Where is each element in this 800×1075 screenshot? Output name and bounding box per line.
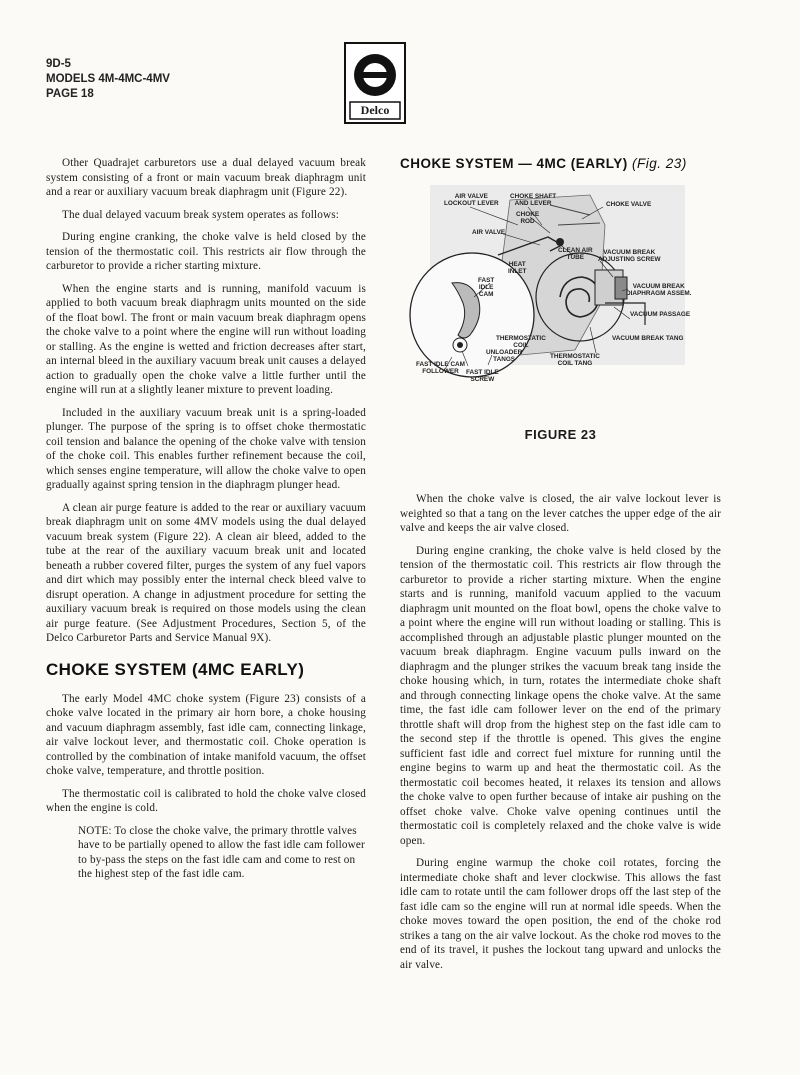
paragraph: During engine cranking, the choke valve is held closed by the tension of the thermostatic coil. This restricts air flow through the carburetor to provide a richer starting mixture. [46,231,366,272]
figure-title-text: CHOKE SYSTEM — 4MC (EARLY) [400,156,628,171]
right-column [400,156,721,980]
delco-logo [344,42,406,124]
paragraph: During engine warmup the choke coil rotates, forcing the intermediate choke shaft and lever clockwise. This allows the fast idle cam to rotate until the cam follower drops off the last step of the fast idle cam so the engine will run at normal idle speeds. When the choke moves toward the open position, the end of the choke rod strikes a tang on the air valve lockout. As the choke rod moves to the end of its travel, it pushes the lockout tang upward and unlocks the air valve. [400,857,721,971]
paragraph: The dual delayed vacuum break system operates as follows: [62,208,339,221]
label-unloader-tangs: UNLOADER TANGS [486,349,523,364]
diagram-drawing [400,185,721,415]
label-air-valve: AIR VALVE [472,229,506,236]
figure-caption: FIGURE 23 [524,427,597,442]
page-number: PAGE 18 [46,88,94,100]
paragraph: Included in the auxiliary vacuum break unit is a spring-loaded plunger. The purpose of the spring is to offset choke thermostatic coil tension and balance the opening of the choke valve with tension of the choke coil. This enables further refinement because the coil, which senses engine temperature, will allow the choke valve to open gradually against spring tension in the diaphragm plunger head. [46,406,366,491]
paragraph: Other Quadrajet carburetors use a dual delayed vacuum break system consisting of a front or main vacuum break diaphragm unit and a rear or auxiliary vacuum break diaphragm unit (Figure 22). [46,157,366,198]
label-vacuum-break-adjusting-screw: VACUUM BREAK ADJUSTING SCREW [598,249,661,264]
paragraph: When the choke valve is closed, the air valve lockout lever is weighted so that a tang on the lever catches the upper edge of the air valve and keeps the air valve closed. [400,493,721,534]
label-thermostatic-coil: THERMOSTATIC COIL [496,335,546,350]
label-choke-valve: CHOKE VALVE [606,201,652,208]
figure-title [400,156,721,171]
label-vacuum-passage: VACUUM PASSAGE [630,311,691,318]
label-vacuum-break-diaphragm-assem: VACUUM BREAK DIAPHRAGM ASSEM. [626,283,692,298]
delco-logo-text: Delco [360,103,390,117]
label-fast-idle-cam-follower: FAST IDLE CAM FOLLOWER [416,361,465,376]
paragraph: A clean air purge feature is added to the rear or auxiliary vacuum break diaphragm unit on some 4MV models using the dual delayed vacuum break system (Figure 22). A clean air bleed, added to the tube at the rear of the auxiliary vacuum break unit and located beneath a rubber covered filter, purges the system of any fuel vapors and dirt which may possibly enter the internal check bleed valve to disrupt operation. A change in adjustment procedure for setting the auxiliary vacuum break is required on those models using the clean air purge feature. (See Adjustment Procedures, Section 5, of the Delco Carburetor Parts and Service Manual 9X). [46,501,366,644]
page-header [46,57,170,102]
label-choke-shaft-and-lever: CHOKE SHAFT AND LEVER [510,193,557,208]
label-vacuum-break-tang: VACUUM BREAK TANG [612,335,684,342]
label-fast-idle-cam: FAST IDLE CAM [478,277,495,299]
paragraph: When the engine starts and is running, manifold vacuum is applied to both vacuum break diaphragm units mounted on the side of the float bowl. The front or main vacuum break diaphragm opens the choke valve to a point where the engine will run without loading or stalling. As the engine is wetted and friction decreases after start, an internal bleed in the auxiliary vacuum break unit causes a delayed action to gradually open the choke valve a little further until the engine will run at a slightly leaner mixture to prevent loading. [46,282,366,396]
figure-reference: (Fig. 23) [632,156,687,171]
models-line: MODELS 4M-4MC-4MV [46,73,170,85]
label-air-valve-lockout-lever: AIR VALVE LOCKOUT LEVER [444,193,499,208]
choke-system-diagram [400,185,721,415]
label-thermostatic-coil-tang: THERMOSTATIC COIL TANG [550,353,600,368]
note: NOTE: To close the choke valve, the primary throttle valves have to be partially opened to allow the fast idle cam follower to by-pass the steps on the fast idle cam and come to rest on the highest step of the fast idle cam. [78,824,365,880]
label-choke-rod: CHOKE ROD [516,211,540,226]
paragraph: The early Model 4MC choke system (Figure 23) consists of a choke valve located in the primary air horn bore, a choke housing and vacuum diaphragm assembly, fast idle cam, connecting linkage, air valve lockout lever, and thermostatic coil. Choke operation is controlled by the combination of intake manifold vacuum, the offset choke valve, temperature, and throttle position. [46,692,366,777]
label-heat-inlet: HEAT INLET [508,261,527,276]
label-clean-air-tube: CLEAN AIR TUBE [558,247,593,262]
left-column [46,156,366,890]
section-heading: CHOKE SYSTEM (4MC EARLY) [46,659,305,679]
paragraph: The thermostatic coil is calibrated to hold the choke valve closed when the engine is cold. [46,787,366,814]
section-number: 9D-5 [46,58,71,70]
paragraph: During engine cranking, the choke valve is held closed by the tension of the thermostatic coil. This restricts air flow through the carburetor to provide a richer starting mixture. When the engine starts and is running, manifold vacuum applied to the vacuum diaphragm unit mounted on the float bowl, opens the choke valve to a point where the engine will run without loading or stalling. This is accomplished through an adjustable plastic plunger mounted on the vacuum break diaphragm. Engine vacuum pulls inward on the diaphragm and the plunger strikes the vacuum break tang inside the choke housing which, in turn, rotates the intermediate choke shaft and through connecting linkage opens the choke valve. At the same time, the fast idle cam follower lever on the end of the primary throttle shaft will drop from the highest step on the fast idle cam to the second step if the throttle is opened. This gives the engine sufficient fast idle and correct fuel mixture for running until the engine begins to warm up and heat the thermostatic coil. As the thermostatic coil becomes heated, it relaxes its tension and allows the choke valve to open further because of intake air pushing on the offset choke valve. Choke valve opening continues until the thermostatic coil is completely relaxed and the choke valve is wide open. [400,544,721,847]
label-fast-idle-screw: FAST IDLE SCREW [466,369,499,384]
